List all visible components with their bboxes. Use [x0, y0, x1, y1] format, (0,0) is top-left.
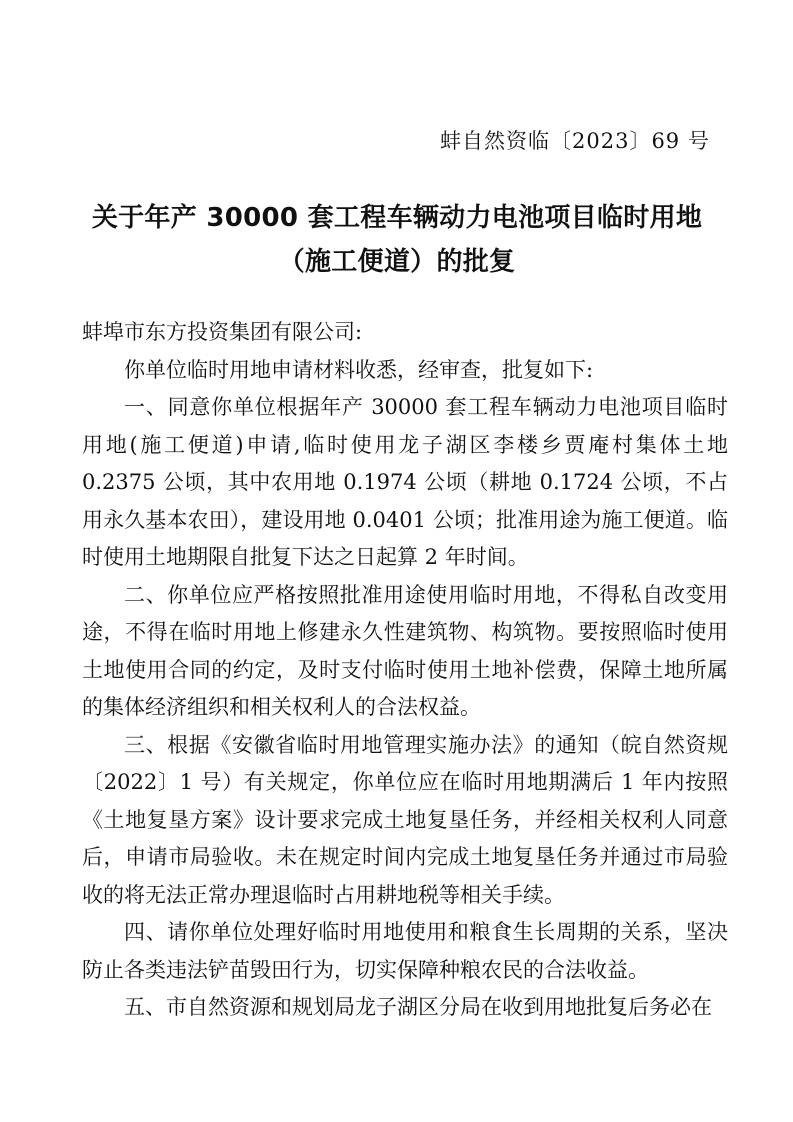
paragraph-intro: 你单位临时用地申请材料收悉，经审查，批复如下: [124, 357, 594, 382]
document-body [82, 314, 728, 1027]
paragraph-item-1: 一、同意你单位根据年产 30000 套工程车辆动力电池项目临时用地(施工便道)申请,临时使用龙子湖区李楼乡贾庵村集体土地 0.2375 公顷，其中农用地 0.1974 公顷（耕地 0.1724 公顷，不占用永久基本农田），建设用地 0.0401 公顷；批准用途为施工便道。临时使用土地期限自批复下达之日起算 2 年时间。 [82, 395, 728, 569]
paragraph-item-3: 三、根据《安徽省临时用地管理实施办法》的通知（皖自然资规〔2022〕1 号）有关规定，你单位应在临时用地期满后 1 年内按照《土地复垦方案》设计要求完成土地复垦任务，并经相关权利人同意后，申请市局验收。未在规定时间内完成土地复垦任务并通过市局验收的将无法正常办理退临时占用耕地税等相关手续。 [82, 732, 728, 907]
paragraph-item-2: 二、你单位应严格按照批准用途使用临时用地，不得私自改变用途，不得在临时用地上修建永久性建筑物、构筑物。要按照临时使用土地使用合同的约定，及时支付临时使用土地补偿费，保障土地所属的集体经济组织和相关权利人的合法权益。 [82, 582, 728, 719]
document-number: 蚌自然资临〔2023〕69 号 [440, 129, 710, 153]
document-title: 关于年产 30000 套工程车辆动力电池项目临时用地（施工便道）的批复 [91, 203, 703, 277]
paragraph-item-4: 四、请你单位处理好临时用地使用和粮食生长周期的关系，坚决防止各类违法铲苗毁田行为，切实保障种粮农民的合法收益。 [82, 920, 728, 982]
recipient-line: 蚌埠市东方投资集团有限公司: [82, 320, 363, 344]
paragraph-item-5: 五、市自然资源和规划局龙子湖区分局在收到用地批复后务必在 [124, 995, 712, 1019]
